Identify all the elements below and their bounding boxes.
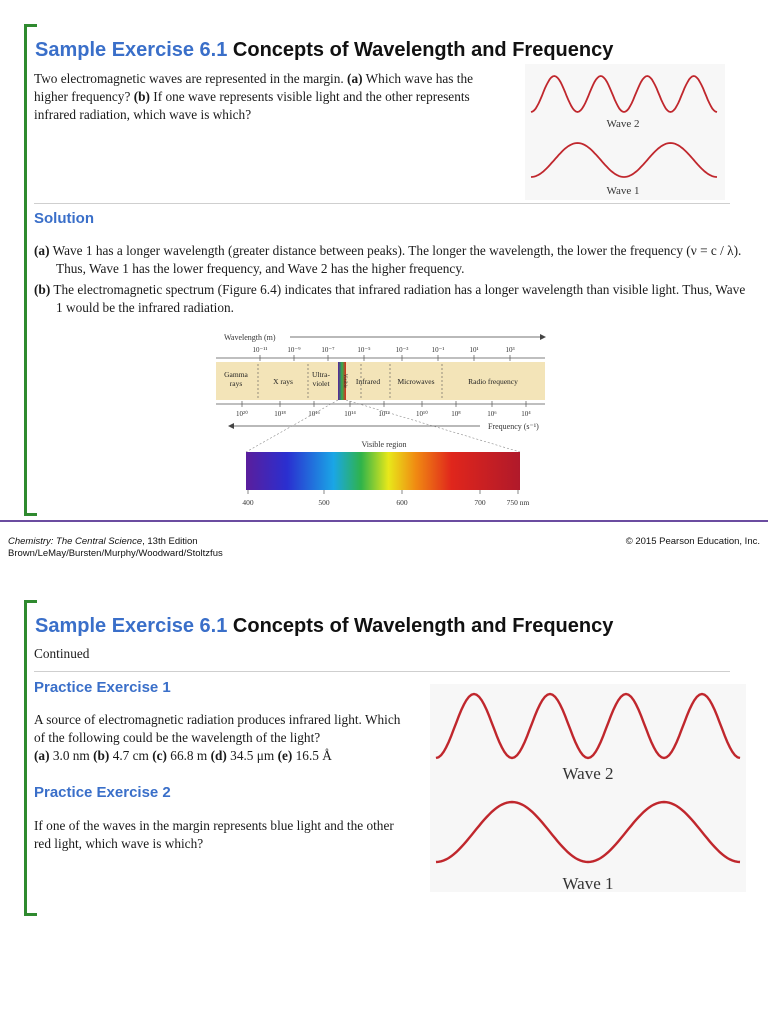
practice-1-options — [34, 748, 332, 763]
continued-label: Continued — [34, 646, 90, 661]
option-value: 34.5 μm — [226, 748, 278, 763]
region-label-line: Gamma — [224, 370, 248, 379]
em-spectrum-figure — [210, 328, 560, 514]
practice-2-heading: Practice Exercise 2 — [34, 784, 171, 801]
region-label-line: rays — [229, 379, 243, 388]
footer-book-title: Chemistry: The Central Science — [8, 536, 143, 547]
frequency-tick-label: 10⁸ — [451, 410, 461, 418]
problem-text — [34, 70, 504, 124]
solution-b-text: The electromagnetic spectrum (Figure 6.4) indicates that infrared radiation has a longer wavelength than visible light. Thus, Wave 1 would be the infrared radiation. — [50, 282, 746, 315]
title-exercise-number: Sample Exercise 6.1 — [35, 39, 228, 61]
wavelength-tick-label: 10⁻⁵ — [357, 346, 371, 354]
option-marker: (a) — [34, 748, 50, 763]
wavelength-tick-label: 10³ — [505, 346, 515, 354]
solution-a-text: Wave 1 has a longer wavelength (greater distance between peaks). The longer the wavelength, the lower the frequency (ν = c / λ). Thus, Wave 1 has the lower frequency, and Wave 2 has the higher frequency. — [49, 243, 742, 276]
wavelength-arrowhead — [540, 334, 546, 340]
page-title — [35, 39, 613, 62]
page-title — [35, 615, 613, 638]
frequency-tick-label: 10¹⁰ — [416, 410, 428, 418]
title-text: Concepts of Wavelength and Frequency — [227, 39, 614, 61]
visible-tick-label: 700 — [474, 498, 486, 507]
wave-2-label: Wave 2 — [606, 118, 640, 130]
visible-tick-label: 400 — [242, 498, 254, 507]
frequency-axis-label: Frequency (s⁻¹) — [488, 422, 539, 431]
region-label: X rays — [273, 377, 293, 386]
frequency-tick-label: 10⁴ — [521, 410, 531, 418]
slide-2 — [0, 596, 768, 926]
visible-tick-label: 600 — [396, 498, 408, 507]
option-marker: (c) — [152, 748, 167, 763]
wave-2-label: Wave 2 — [562, 764, 614, 783]
region-label-line: Ultra- — [312, 370, 330, 379]
footer-copyright: © 2015 Pearson Education, Inc. — [625, 536, 760, 547]
practice-2-text: If one of the waves in the margin represents blue light and the other red light, which wave is which? — [34, 818, 394, 851]
wave-1-label: Wave 1 — [606, 185, 640, 197]
title-text: Concepts of Wavelength and Frequency — [227, 615, 614, 637]
wavelength-tick-label: 10⁻⁹ — [287, 346, 301, 354]
frequency-tick-label: 10⁶ — [487, 410, 497, 418]
solution-a-marker: (a) — [34, 243, 50, 258]
region-label — [312, 370, 330, 388]
frequency-tick-label: 10¹⁴ — [344, 410, 356, 418]
problem-part: Two electromagnetic waves are represented in the margin. — [34, 71, 348, 86]
visible-tick-label: 500 — [318, 498, 330, 507]
waves-figure-large — [430, 684, 746, 892]
slide-footer — [0, 520, 768, 560]
footer-rule — [0, 520, 768, 522]
region-label-visible: Visible — [342, 373, 347, 389]
problem-part: If one wave represents visible light and the other represents infrared radiation, which wave is which? — [34, 89, 470, 122]
frequency-tick-label: 10²⁰ — [236, 410, 248, 418]
footer-citation — [8, 536, 223, 560]
wavelength-tick-label: 10⁻⁷ — [321, 346, 335, 354]
frequency-tick-label: 10¹² — [378, 410, 390, 418]
divider — [34, 203, 730, 204]
region-label: Radio frequency — [468, 377, 518, 386]
region-label: Infrared — [355, 377, 381, 386]
option-value: 3.0 nm — [49, 748, 94, 763]
option-marker: (e) — [277, 748, 293, 763]
visible-tick-label: 750 nm — [506, 498, 530, 507]
option-marker: (b) — [93, 748, 110, 763]
waves-figure-bg — [525, 64, 725, 200]
waves-figure — [525, 64, 725, 200]
problem-marker-b: (b) — [133, 89, 150, 104]
divider — [34, 671, 730, 672]
solution-b — [34, 281, 746, 317]
visible-region-label: Visible region — [361, 440, 407, 449]
footer-edition: , 13th Edition — [142, 536, 198, 547]
visible-spectrum-bar — [246, 452, 520, 490]
frequency-tick-label: 10¹⁶ — [308, 410, 320, 418]
option-value: 66.8 m — [166, 748, 211, 763]
wavelength-tick-label: 10⁻³ — [395, 346, 409, 354]
wavelength-tick-label: 10¹ — [469, 346, 479, 354]
option-marker: (d) — [210, 748, 227, 763]
problem-marker-a: (a) — [347, 71, 363, 86]
practice-1-heading: Practice Exercise 1 — [34, 679, 171, 696]
solution-heading: Solution — [34, 210, 94, 227]
frequency-tick-label: 10¹⁸ — [274, 410, 286, 418]
footer-authors: Brown/LeMay/Bursten/Murphy/Woodward/Stoltzfus — [8, 548, 223, 559]
wave-1-label: Wave 1 — [562, 874, 614, 892]
problem-part: Which wave has the higher frequency? — [34, 71, 474, 104]
option-value: 16.5 Å — [292, 748, 332, 763]
frequency-arrowhead — [228, 423, 234, 429]
wavelength-axis-label: Wavelength (m) — [224, 333, 276, 342]
solution-b-marker: (b) — [34, 282, 51, 297]
title-exercise-number: Sample Exercise 6.1 — [35, 615, 228, 637]
option-value: 4.7 cm — [109, 748, 153, 763]
wavelength-tick-label: 10⁻¹¹ — [252, 346, 268, 354]
wavelength-tick-label: 10⁻¹ — [431, 346, 445, 354]
region-label: Microwaves — [397, 377, 435, 386]
practice-1-question: A source of electromagnetic radiation produces infrared light. Which of the following could be the wavelength of the light? — [34, 712, 401, 745]
solution-a — [34, 242, 746, 278]
practice-1-text — [34, 711, 414, 765]
region-label-line: violet — [312, 379, 330, 388]
